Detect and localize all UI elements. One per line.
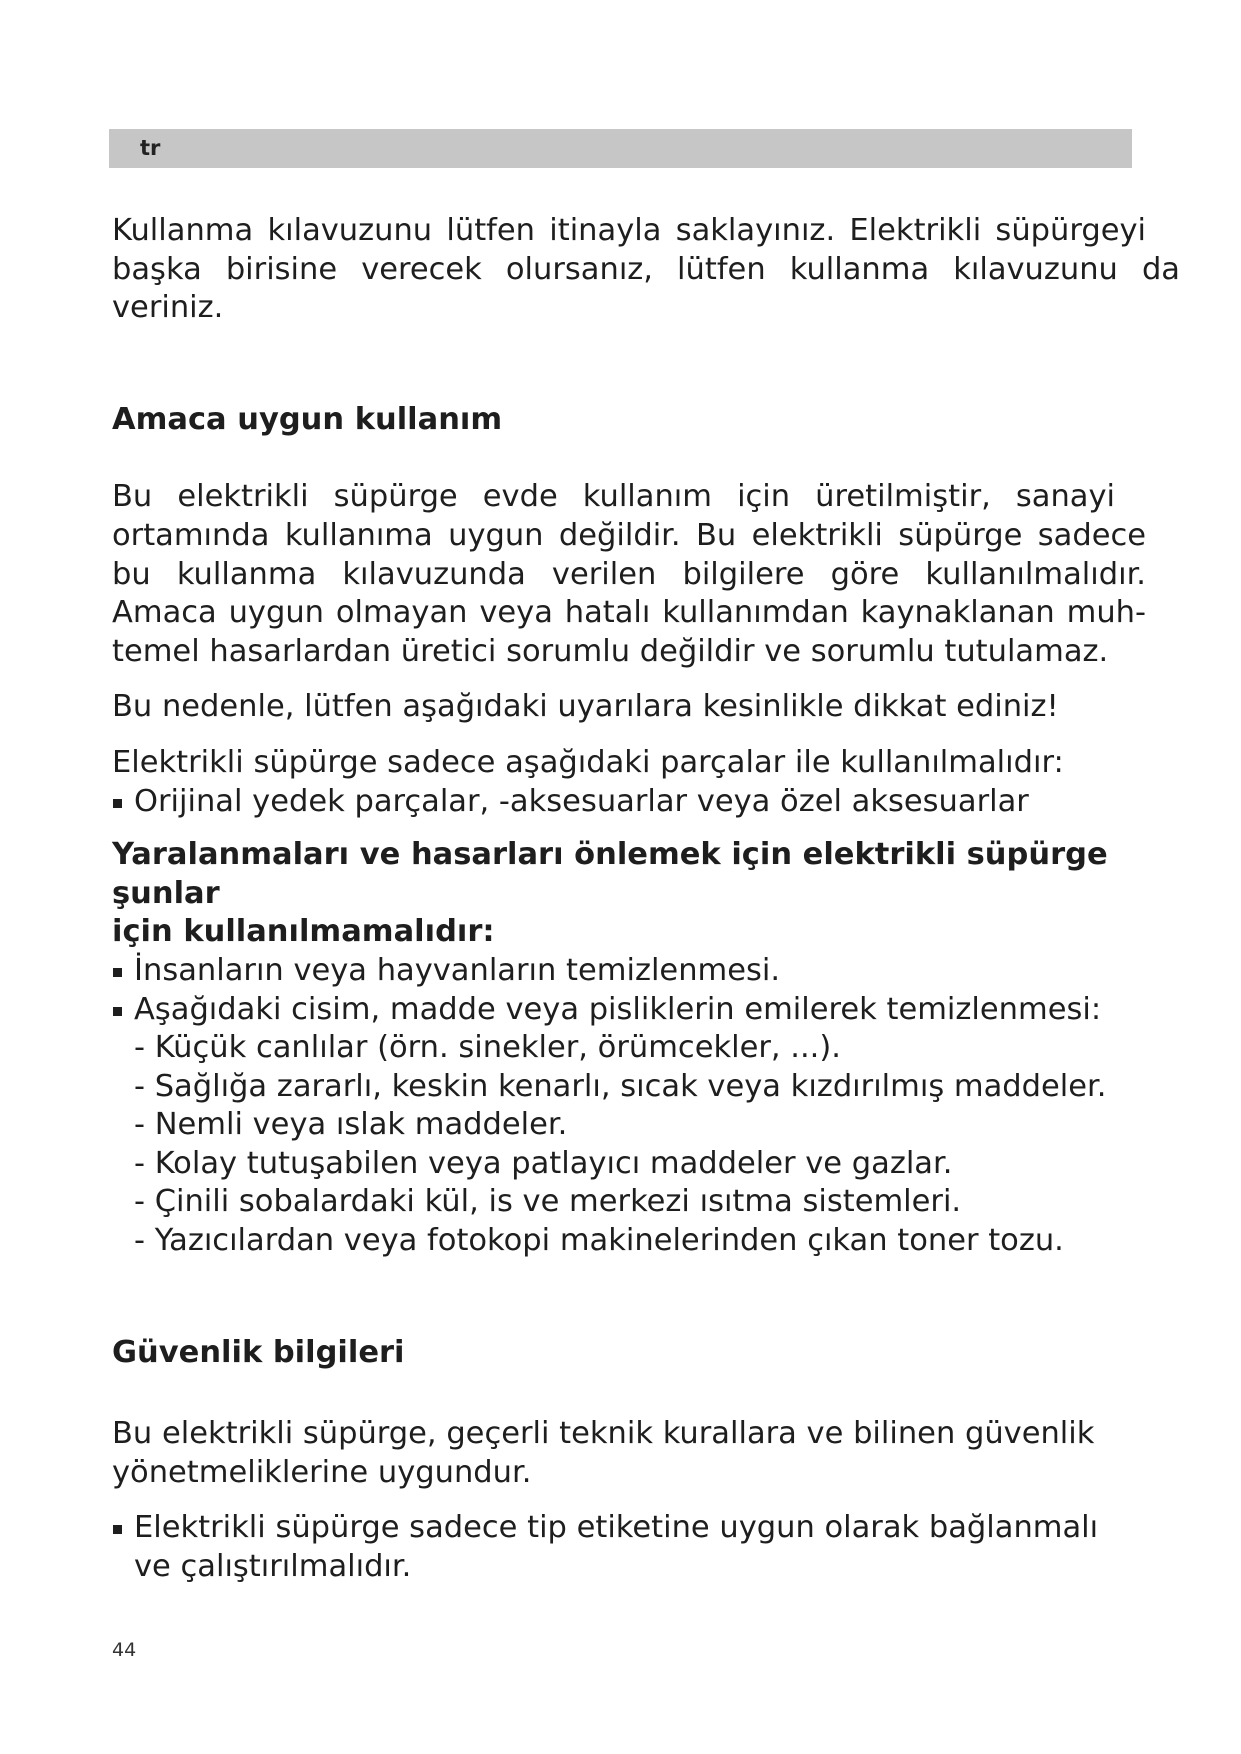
list-item: - Sağlığa zararlı, keskin kenarlı, sıcak veya kızdırılmış maddeler. bbox=[134, 1068, 1107, 1104]
list-item-line: Elektrikli süpürge sadece tip etiketine uygun olarak bağlanmalı bbox=[134, 1510, 1099, 1546]
list-item: - Küçük canlılar (örn. sinekler, örümcekler, ...). bbox=[134, 1030, 841, 1066]
paragraph-line: Bu elektrikli süpürge, geçerli teknik kurallara ve bilinen güvenlik bbox=[112, 1416, 1095, 1452]
intro-paragraph bbox=[112, 212, 1180, 328]
intro-line: başka birisine verecek olursanız, lütfen kullanma kılavuzunu da bbox=[112, 251, 1180, 287]
paragraph-line: yönetmeliklerine uygundur. bbox=[112, 1454, 532, 1490]
paragraph-line: ortamında kullanıma uygun değildir. Bu elektrikli süpürge sadece bbox=[112, 517, 1146, 553]
paragraph-line: temel hasarlardan üretici sorumlu değildir ve sorumlu tutulamaz. bbox=[112, 633, 1109, 669]
list-item-line: ve çalıştırılmalıdır. bbox=[134, 1549, 412, 1585]
paragraph-line: bu kullanma kılavuzunda verilen bilgilere göre kullanılmalıdır. bbox=[112, 556, 1146, 592]
allowed-parts-list bbox=[112, 783, 1180, 822]
page-content bbox=[112, 212, 1180, 1587]
allowed-parts-paragraph: Elektrikli süpürge sadece aşağıdaki parçalar ile kullanılmalıdır: bbox=[112, 744, 1064, 780]
warning-line: için kullanılmamalıdır: bbox=[112, 914, 495, 950]
warning-heading bbox=[112, 836, 1180, 952]
forbidden-materials-list bbox=[112, 1029, 1180, 1261]
intended-use-paragraph bbox=[112, 478, 1180, 671]
paragraph-line: Amaca uygun olmayan veya hatalı kullanımdan kaynaklanan muh- bbox=[112, 595, 1146, 631]
warning-line: Yaralanmaları ve hasarları önlemek için elektrikli süpürge şunlar bbox=[112, 837, 1108, 911]
page-number: 44 bbox=[112, 1639, 137, 1661]
safety-list bbox=[112, 1509, 1180, 1586]
safety-paragraph bbox=[112, 1415, 1180, 1492]
list-item bbox=[112, 1509, 1180, 1586]
language-code: tr bbox=[140, 136, 161, 160]
list-item: Aşağıdaki cisim, madde veya pisliklerin emilerek temizlenmesi: bbox=[112, 991, 1180, 1030]
intro-line: Kullanma kılavuzunu lütfen itinayla saklayınız. Elektrikli süpürgeyi bbox=[112, 213, 1146, 248]
paragraph-line: Bu elektrikli süpürge evde kullanım için üretilmiştir, sanayi bbox=[112, 479, 1115, 515]
intro-line: veriniz. bbox=[112, 290, 224, 326]
list-item: - Nemli veya ıslak maddeler. bbox=[134, 1107, 568, 1143]
forbidden-uses-list bbox=[112, 952, 1180, 1029]
list-item: - Yazıcılardan veya fotokopi makinelerinden çıkan toner tozu. bbox=[134, 1223, 1064, 1259]
section-heading-intended-use: Amaca uygun kullanım bbox=[112, 401, 503, 437]
list-item: - Çinili sobalardaki kül, is ve merkezi ısıtma sistemleri. bbox=[134, 1184, 962, 1220]
list-item: Orijinal yedek parçalar, -aksesuarlar veya özel aksesuarlar bbox=[112, 783, 1180, 822]
section-heading-safety: Güvenlik bilgileri bbox=[112, 1334, 405, 1370]
list-item: - Kolay tutuşabilen veya patlayıcı maddeler ve gazlar. bbox=[134, 1145, 953, 1181]
language-header-bar bbox=[109, 129, 1132, 168]
list-item: İnsanların veya hayvanların temizlenmesi. bbox=[112, 952, 1180, 991]
caution-paragraph: Bu nedenle, lütfen aşağıdaki uyarılara kesinlikle dikkat ediniz! bbox=[112, 689, 1059, 725]
